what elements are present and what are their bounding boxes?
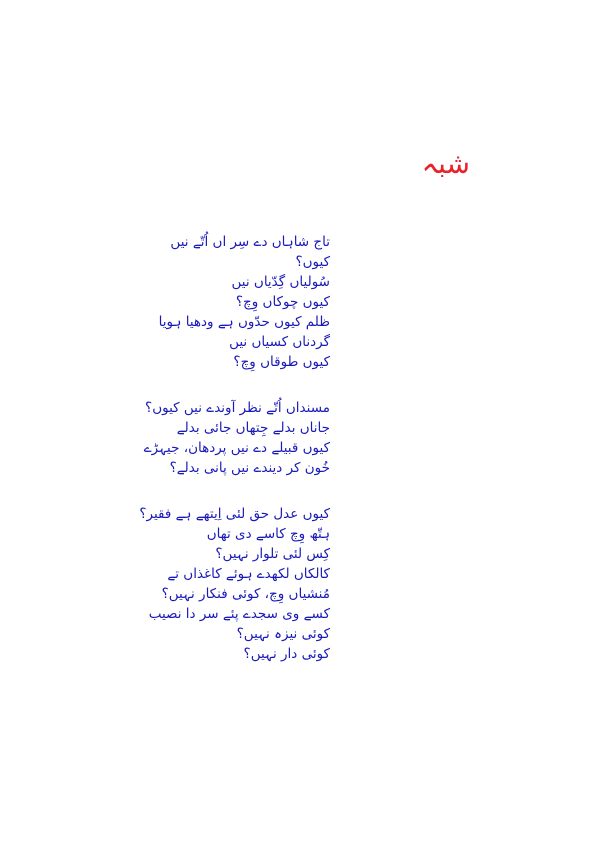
poem-line: کِس لئی تلوار نہیں؟	[215, 546, 330, 562]
poem-title: شبہ	[421, 147, 470, 180]
stanza-2	[30, 398, 330, 478]
poem-line: کالکاں لکھدے ہوئے کاغذاں تے	[167, 566, 330, 582]
poem-line: مُنشیاں وِچ، کوئی فنکار نہیں؟	[161, 586, 330, 602]
poem-line: گردناں کسیاں نیں	[229, 334, 330, 350]
poem-line: کسے وی سجدے پئے سر دا نصیب	[148, 606, 330, 622]
poem-line: ظلم کیوں حدّوں ہے ودھیا ہویا	[158, 314, 330, 330]
poem-line: تاج شاہاں دے سِر اں اُتّے نیں	[170, 234, 330, 250]
poem-line: کوئی دار نہیں؟	[243, 646, 330, 662]
poem-line: کیوں چوکاں وِچ؟	[235, 294, 330, 310]
poem-line: کیوں؟	[295, 254, 330, 270]
poem-line: ہتّھ وِچ کاسے دی تھاں	[206, 526, 330, 542]
stanza-3	[30, 504, 330, 664]
poem-line: کیوں طوقاں وِچ؟	[233, 354, 330, 370]
poem-line: سُولیاں گِدّیاں نیں	[231, 274, 330, 290]
poem-body	[30, 232, 330, 690]
poem-line: کیوں قبیلے دے نیں پردھان، جیہڑے	[143, 440, 330, 456]
poem-line: خُون کر دیندے نیں پانی بدلے؟	[169, 460, 330, 476]
poem-line: کیوں عدل حق لئی اِیتھے ہے فقیر؟	[139, 506, 330, 522]
poem-line: جاناں بدلے جِتھاں جائی بدلے	[176, 420, 330, 436]
poem-line: کوئی نیزہ نہیں؟	[236, 626, 330, 642]
poem-line: مسنداں اُتّے نظر آوندے نیں کیوں؟	[145, 400, 330, 416]
stanza-1	[30, 232, 330, 372]
